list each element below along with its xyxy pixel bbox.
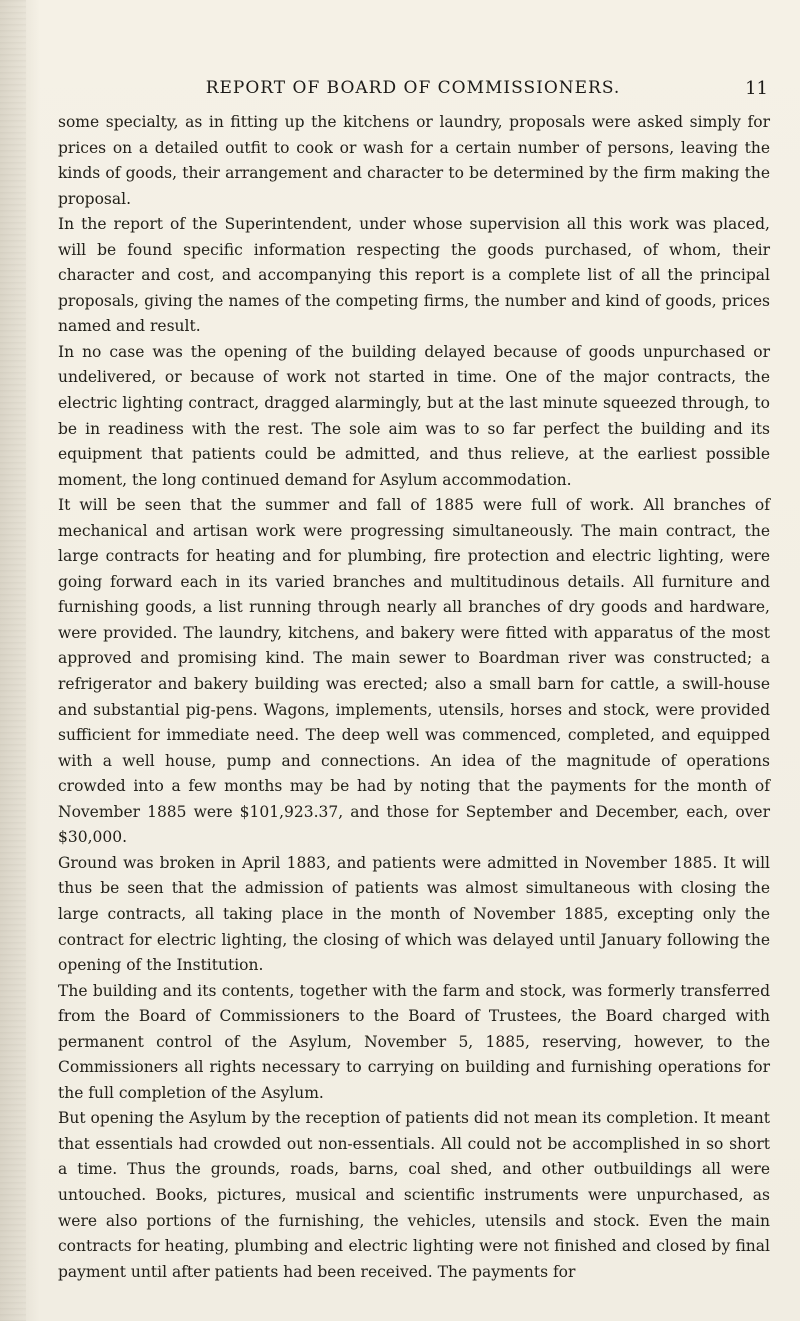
- paragraph: But opening the Asylum by the reception of patients did not mean its completion. It meant that essentials had crowded out non-essentials. All could not be accomplished in so short a time. Thus the grounds, roads, barns, coal shed, and other outbuildings all were untouched. Books, pictures, musical and scientific instruments were unpurchased, as were also portions of the furnishing, the vehicles, utensils and stock. Even the main contracts for heating, plumbing and electric lighting were not finished and closed by final payment until after patients had been received. The payments for: [58, 1109, 770, 1281]
- body-text: [58, 110, 770, 1285]
- paragraph: some specialty, as in fitting up the kitchens or laundry, proposals were asked simply for prices on a detailed outfit to cook or wash for a certain number of persons, leaving the kinds of goods, their arrangement and character to be determined by the firm making the proposal.: [58, 113, 770, 208]
- paragraph: It will be seen that the summer and fall of 1885 were full of work. All branches of mechanical and artisan work were progressing simultaneously. The main contract, the large contracts for heating and for plumbing, fire protection and electric lighting, were going forward each in its varied branches and multitudinous details. All furniture and furnishing goods, a list running through nearly all branches of dry goods and hardware, were provided. The laundry, kitchens, and bakery were fitted with apparatus of the most approved and promising kind. The main sewer to Boardman river was constructed; a refrigerator and bakery building was erected; also a small barn for cattle, a swill-house and substantial pig-pens. Wagons, implements, utensils, horses and stock, were provided sufficient for immediate need. The deep well was commenced, completed, and equipped with a well house, pump and connections. An idea of the magnitude of operations crowded into a few months may be had by noting that the payments for the month of November 1885 were $101,923.37, and those for September and December, each, over $30,000.: [58, 496, 770, 847]
- paragraph: Ground was broken in April 1883, and patients were admitted in November 1885. It will thus be seen that the admission of patients was almost simultaneous with closing the large contracts, all taking place in the month of November 1885, excepting only the contract for electric lighting, the closing of which was delayed until January following the opening of the Institution.: [58, 853, 770, 975]
- paragraph: In no case was the opening of the building delayed because of goods unpurchased or undelivered, or because of work not started in time. One of the major contracts, the electric lighting contract, dragged alarmingly, but at the last minute squeezed through, to be in readiness with the rest. The sole aim was to so far perfect the building and its equipment that patients could be admitted, and thus relieve, at the earliest possible moment, the long continued demand for Asylum accommodation.: [58, 342, 770, 489]
- page-number: 11: [745, 78, 768, 99]
- page-header: [58, 78, 768, 108]
- paragraph: In the report of the Superintendent, under whose supervision all this work was placed, will be found specific information respecting the goods purchased, of whom, their character and cost, and accompanying this report is a complete list of all the principal proposals, giving the names of the competing firms, the number and kind of goods, prices named and result.: [58, 215, 770, 336]
- paragraph: The building and its contents, together with the farm and stock, was formerly transferred from the Board of Commissioners to the Board of Trustees, the Board charged with permanent control of the Asylum, November 5, 1885, reserving, however, to the Commissioners all rights necessary to carrying on building and furnishing operations for the full completion of the Asylum.: [58, 981, 770, 1102]
- running-title: REPORT OF BOARD OF COMMISSIONERS.: [205, 78, 621, 98]
